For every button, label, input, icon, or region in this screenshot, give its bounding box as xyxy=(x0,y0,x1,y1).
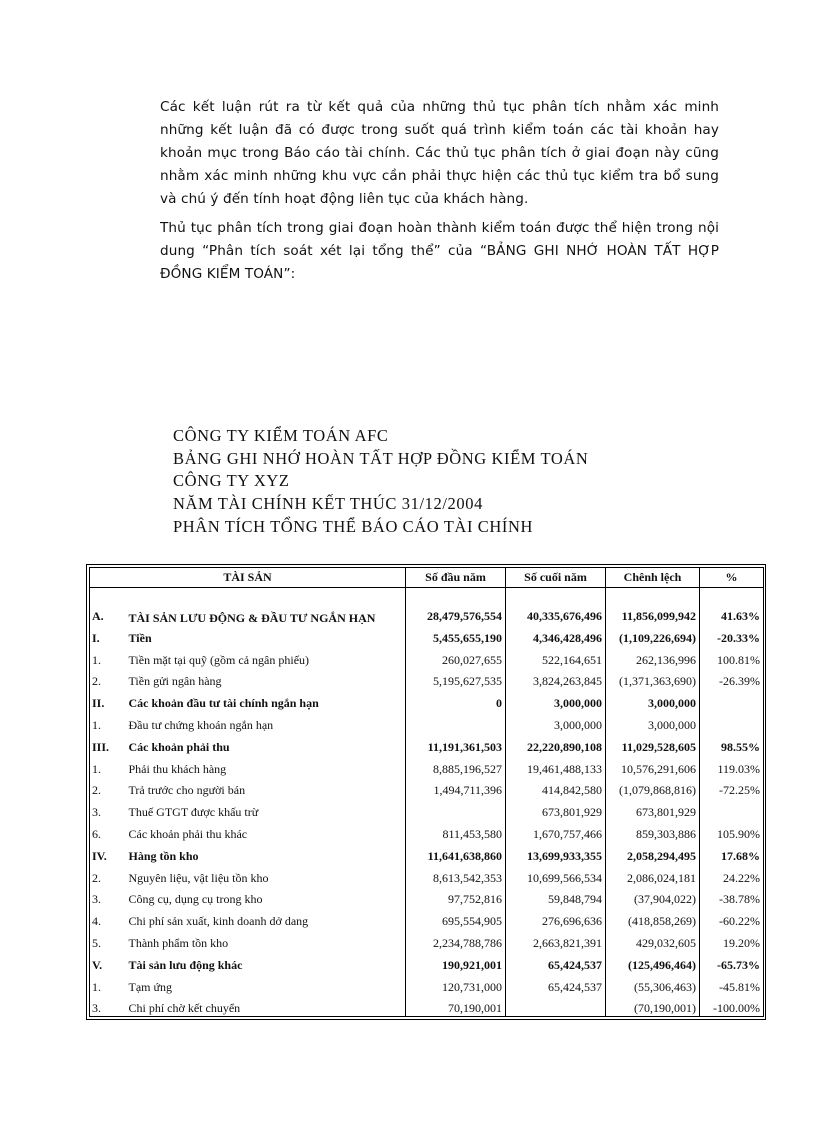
row-end: 414,842,580 xyxy=(506,777,606,799)
row-pct: 19.20% xyxy=(700,929,764,951)
row-code: 6. xyxy=(90,820,126,842)
row-code: I. xyxy=(90,624,126,646)
header-diff: Chênh lệch xyxy=(606,568,700,588)
report-headings xyxy=(173,425,588,539)
row-name: Phải thu khách hàng xyxy=(126,755,406,777)
row-name: Công cụ, dụng cụ trong kho xyxy=(126,886,406,908)
row-end: 65,424,537 xyxy=(506,951,606,973)
row-diff: 262,136,996 xyxy=(606,646,700,668)
table-row xyxy=(90,886,764,908)
table-row xyxy=(90,864,764,886)
row-pct: 41.63% xyxy=(700,588,764,625)
row-end: 2,663,821,391 xyxy=(506,929,606,951)
row-pct xyxy=(700,689,764,711)
row-name: Tiền xyxy=(126,624,406,646)
table-row xyxy=(90,842,764,864)
intro-paragraph-1: Các kết luận rút ra từ kết quả của những thủ tục phân tích nhằm xác minh những kết luận đã có được trong suốt quá trình kiểm toán các tài khoản hay khoản mục trong Báo cáo tài chính. Các thủ tục phân tích ở giai đoạn này cũng nhằm xác minh những khu vực cần phải thực hiện các thủ tục kiểm tra bổ sung và chú ý đến tính hoạt động liên tục của khách hàng. xyxy=(160,99,719,207)
row-code: 2. xyxy=(90,864,126,886)
row-begin: 190,921,001 xyxy=(406,951,506,973)
row-diff: (70,190,001) xyxy=(606,995,700,1017)
row-begin: 8,613,542,353 xyxy=(406,864,506,886)
row-pct: -72.25% xyxy=(700,777,764,799)
header-end: Số cuối năm xyxy=(506,568,606,588)
row-diff: (125,496,464) xyxy=(606,951,700,973)
table-row xyxy=(90,929,764,951)
row-diff: 3,000,000 xyxy=(606,711,700,733)
row-pct: -65.73% xyxy=(700,951,764,973)
company-heading: CÔNG TY KIỂM TOÁN AFC xyxy=(173,426,389,445)
row-name: Tiền mặt tại quỹ (gồm cả ngân phiếu) xyxy=(126,646,406,668)
row-pct: 17.68% xyxy=(700,842,764,864)
row-code: 4. xyxy=(90,907,126,929)
header-pct: % xyxy=(700,568,764,588)
table-row xyxy=(90,668,764,690)
row-end: 65,424,537 xyxy=(506,973,606,995)
row-end: 13,699,933,355 xyxy=(506,842,606,864)
row-begin: 8,885,196,527 xyxy=(406,755,506,777)
table-row xyxy=(90,951,764,973)
row-begin: 120,731,000 xyxy=(406,973,506,995)
row-code: IV. xyxy=(90,842,126,864)
row-diff: 859,303,886 xyxy=(606,820,700,842)
table-row xyxy=(90,995,764,1017)
row-name xyxy=(126,588,406,625)
row-begin: 260,027,655 xyxy=(406,646,506,668)
row-name: Tạm ứng xyxy=(126,973,406,995)
table-row xyxy=(90,646,764,668)
table-row xyxy=(90,624,764,646)
fiscal-year-heading: NĂM TÀI CHÍNH KẾT THÚC 31/12/2004 xyxy=(173,494,483,514)
row-pct: 100.81% xyxy=(700,646,764,668)
client-heading: CÔNG TY XYZ xyxy=(173,471,290,491)
row-pct: 24.22% xyxy=(700,864,764,886)
row-diff: 10,576,291,606 xyxy=(606,755,700,777)
table-row xyxy=(90,711,764,733)
row-end: 3,824,263,845 xyxy=(506,668,606,690)
row-pct: 105.90% xyxy=(700,820,764,842)
row-code: III. xyxy=(90,733,126,755)
row-end: 19,461,488,133 xyxy=(506,755,606,777)
row-begin xyxy=(406,711,506,733)
row-end: 673,801,929 xyxy=(506,798,606,820)
row-name: Tiền gửi ngân hàng xyxy=(126,668,406,690)
row-name: Các khoản phải thu xyxy=(126,733,406,755)
row-name: Nguyên liệu, vật liệu tồn kho xyxy=(126,864,406,886)
row-code: 5. xyxy=(90,929,126,951)
table-row xyxy=(90,820,764,842)
table-row xyxy=(90,907,764,929)
table-row xyxy=(90,973,764,995)
row-end: 1,670,757,466 xyxy=(506,820,606,842)
row-pct: -45.81% xyxy=(700,973,764,995)
row-end xyxy=(506,995,606,1017)
row-pct xyxy=(700,798,764,820)
header-begin: Số đầu năm xyxy=(406,568,506,588)
row-diff: (55,306,463) xyxy=(606,973,700,995)
row-name-text: TÀI SẢN LƯU ĐỘNG & ĐẦU TƯ NGẮN HẠN xyxy=(128,611,376,624)
analysis-heading: PHÂN TÍCH TỔNG THỂ BÁO CÁO TÀI CHÍNH xyxy=(173,516,534,536)
row-name: Thuế GTGT được khấu trừ xyxy=(126,798,406,820)
row-begin: 70,190,001 xyxy=(406,995,506,1017)
table-row xyxy=(90,689,764,711)
row-pct: -100.00% xyxy=(700,995,764,1017)
row-begin xyxy=(406,798,506,820)
header-asset: TÀI SẢN xyxy=(90,568,406,588)
row-diff: (1,109,226,694) xyxy=(606,624,700,646)
row-code: II. xyxy=(90,689,126,711)
row-diff: 11,029,528,605 xyxy=(606,733,700,755)
row-diff: 2,058,294,495 xyxy=(606,842,700,864)
row-end: 276,696,636 xyxy=(506,907,606,929)
row-begin: 695,554,905 xyxy=(406,907,506,929)
row-pct: -20.33% xyxy=(700,624,764,646)
table-row xyxy=(90,733,764,755)
row-diff: (37,904,022) xyxy=(606,886,700,908)
row-diff: (1,371,363,690) xyxy=(606,668,700,690)
row-end: 59,848,794 xyxy=(506,886,606,908)
row-begin: 28,479,576,554 xyxy=(406,588,506,625)
table-header-row xyxy=(90,568,764,588)
intro-text xyxy=(160,96,719,292)
row-diff: 2,086,024,181 xyxy=(606,864,700,886)
row-code: 2. xyxy=(90,777,126,799)
row-name: Các khoản phải thu khác xyxy=(126,820,406,842)
row-begin: 1,494,711,396 xyxy=(406,777,506,799)
row-pct: -60.22% xyxy=(700,907,764,929)
row-pct xyxy=(700,711,764,733)
row-code: 3. xyxy=(90,995,126,1017)
row-code: 2. xyxy=(90,668,126,690)
row-end: 3,000,000 xyxy=(506,689,606,711)
row-code: 3. xyxy=(90,886,126,908)
row-code: V. xyxy=(90,951,126,973)
row-begin: 0 xyxy=(406,689,506,711)
row-begin: 11,641,638,860 xyxy=(406,842,506,864)
row-diff: 11,856,099,942 xyxy=(606,588,700,625)
intro-paragraph-2: Thủ tục phân tích trong giai đoạn hoàn thành kiểm toán được thể hiện trong nội dung “Phân tích soát xét lại tổng thể” của “BẢNG GHI NHỚ HOÀN TẤT HỢP ĐỒNG KIỂM TOÁN”: xyxy=(160,220,719,282)
row-end: 3,000,000 xyxy=(506,711,606,733)
row-name: Đầu tư chứng khoán ngắn hạn xyxy=(126,711,406,733)
row-name: Hàng tồn kho xyxy=(126,842,406,864)
row-code: 1. xyxy=(90,755,126,777)
row-code: 1. xyxy=(90,646,126,668)
row-begin: 2,234,788,786 xyxy=(406,929,506,951)
financial-table xyxy=(89,567,764,1017)
row-begin: 5,455,655,190 xyxy=(406,624,506,646)
row-pct: -26.39% xyxy=(700,668,764,690)
row-begin: 97,752,816 xyxy=(406,886,506,908)
row-name: Trả trước cho người bán xyxy=(126,777,406,799)
table-row xyxy=(90,588,764,625)
row-end: 522,164,651 xyxy=(506,646,606,668)
row-code: 1. xyxy=(90,711,126,733)
row-name: Chi phí sản xuất, kinh doanh dở dang xyxy=(126,907,406,929)
memo-heading: BẢNG GHI NHỚ HOÀN TẤT HỢP ĐỒNG KIỂM TOÁN xyxy=(173,448,589,468)
row-begin: 5,195,627,535 xyxy=(406,668,506,690)
row-pct: 98.55% xyxy=(700,733,764,755)
row-diff: (418,858,269) xyxy=(606,907,700,929)
row-end: 10,699,566,534 xyxy=(506,864,606,886)
financial-table-frame xyxy=(86,564,766,1020)
table-row xyxy=(90,777,764,799)
row-name: Thành phẩm tồn kho xyxy=(126,929,406,951)
row-diff: 3,000,000 xyxy=(606,689,700,711)
row-diff: (1,079,868,816) xyxy=(606,777,700,799)
row-code: 1. xyxy=(90,973,126,995)
row-pct: 119.03% xyxy=(700,755,764,777)
row-pct: -38.78% xyxy=(700,886,764,908)
table-row xyxy=(90,798,764,820)
row-end: 40,335,676,496 xyxy=(506,588,606,625)
row-name: Chi phí chờ kết chuyển xyxy=(126,995,406,1017)
row-name: Tài sản lưu động khác xyxy=(126,951,406,973)
table-row xyxy=(90,755,764,777)
row-code: A. xyxy=(90,588,126,625)
row-diff: 429,032,605 xyxy=(606,929,700,951)
row-code: 3. xyxy=(90,798,126,820)
row-end: 4,346,428,496 xyxy=(506,624,606,646)
row-end: 22,220,890,108 xyxy=(506,733,606,755)
row-diff: 673,801,929 xyxy=(606,798,700,820)
row-begin: 811,453,580 xyxy=(406,820,506,842)
row-begin: 11,191,361,503 xyxy=(406,733,506,755)
row-name: Các khoản đầu tư tài chính ngắn hạn xyxy=(126,689,406,711)
